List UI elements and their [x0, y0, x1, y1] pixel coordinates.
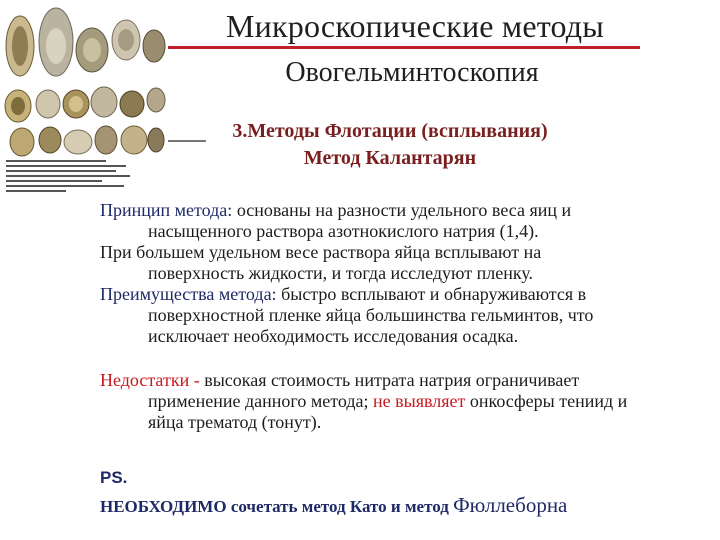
slide-title: Микроскопические методы [226, 8, 604, 44]
final-note [100, 493, 700, 519]
final-note-emphasis: Фюллеборна [453, 493, 568, 517]
section-heading [150, 118, 630, 172]
slide-subtitle: Овогельминтоскопия [285, 57, 539, 88]
principle-text-1: основаны на разности удельного веса яиц и [232, 200, 572, 220]
title-underline [168, 46, 640, 49]
principle-paragraph [100, 200, 700, 284]
spacer [100, 433, 700, 467]
spacer [100, 347, 700, 370]
advantages-text-3: исключает необходимость исследования осадка. [148, 326, 519, 346]
advantages-label: Преимущества метода: [100, 284, 277, 304]
disadvantages-text-1: высокая стоимость нитрата натрия ограничивает [204, 370, 580, 390]
disadvantages-dash: - [189, 370, 205, 390]
principle-text-3: При большем удельном весе раствора яйца всплывают на [100, 242, 542, 262]
section-heading-line1: 3.Методы Флотации (всплывания) [232, 120, 548, 142]
disadvantages-line-2 [100, 391, 700, 412]
disadvantages-highlight: не выявляет [373, 391, 466, 411]
advantages-paragraph [100, 284, 700, 347]
helminth-eggs-image [0, 0, 168, 196]
disadvantages-text-2b: онкосферы тениид и [465, 391, 628, 411]
disadvantages-text-3: яйца трематод (тонут). [148, 412, 322, 432]
section-heading-line2: Метод Калантарян [303, 147, 477, 169]
advantages-text-2: поверхностной пленке яйца большинства гельминтов, что [148, 305, 594, 325]
final-note-text: НЕОБХОДИМО сочетать метод Като и метод [100, 497, 454, 516]
principle-text-2: насыщенного раствора азотнокислого натрия (1,4). [148, 221, 539, 241]
disadvantages-text-2a: применение данного метода; [148, 391, 374, 411]
disadvantages-label: Недостатки [100, 370, 190, 390]
disadvantages-paragraph [100, 370, 700, 433]
principle-text-4: поверхность жидкости, и тогда исследуют пленку. [148, 263, 534, 283]
advantages-text-1: быстро всплывают и обнаруживаются в [276, 284, 587, 304]
ps-label: PS. [100, 468, 128, 487]
method-description [100, 200, 700, 519]
principle-label: Принцип метода: [100, 200, 233, 220]
